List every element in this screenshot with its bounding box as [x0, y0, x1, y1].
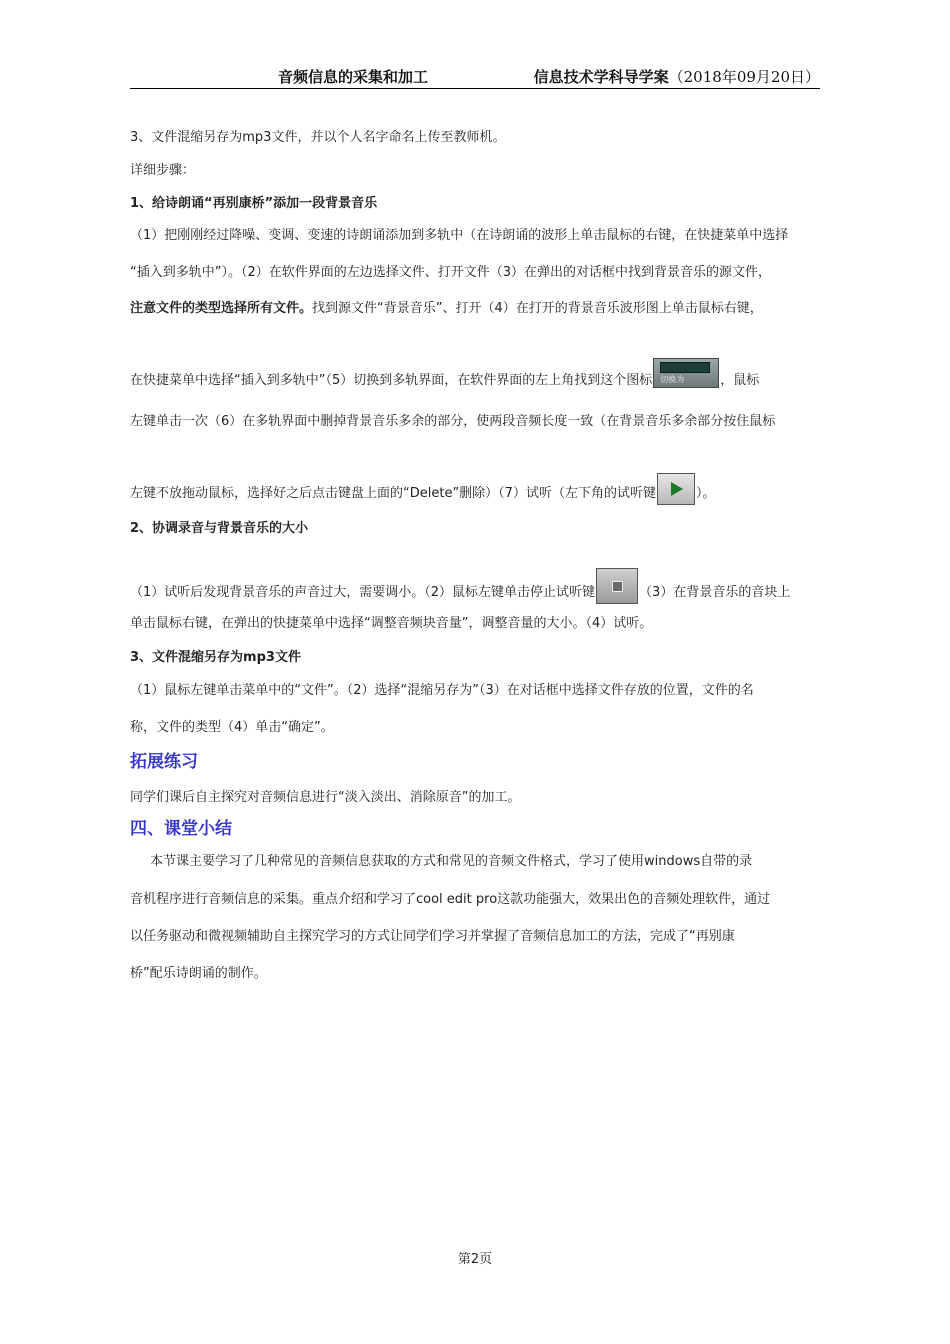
paragraph-line: 详细步骤：: [130, 163, 196, 178]
paragraph-line: 单击鼠标右键，在弹出的快捷菜单中选择“调整音频块音量”，调整音量的大小。（4）试听。: [130, 616, 653, 631]
multitrack-switch-icon: [653, 358, 719, 388]
text-run: 找到源文件“背景音乐”、打开（4）在打开的背景音乐波形图上单击鼠标右键，: [312, 301, 763, 316]
section-title-summary: 四、课堂小结: [130, 819, 232, 839]
header-subject-name: 信息技术学科导学案: [533, 68, 669, 86]
text-run: 在快捷菜单中选择“插入到多轨中”（5）切换到多轨界面，在软件界面的左上角找到这个图标: [130, 373, 653, 388]
step-heading: 3、文件混缩另存为mp3文件: [130, 650, 301, 665]
step-heading: 2、协调录音与背景音乐的大小: [130, 521, 309, 536]
text-run: （3）在背景音乐的音块上: [639, 585, 791, 600]
emphasis-text: 注意文件的类型选择所有文件。: [130, 301, 313, 316]
paragraph-line: （1）把刚刚经过降噪、变调、变速的诗朗诵添加到多轨中（在诗朗诵的波形上单击鼠标的右键，在快捷菜单中选择: [130, 228, 789, 243]
paragraph-line: [130, 568, 820, 604]
paragraph-line: 桥”配乐诗朗诵的制作。: [130, 966, 267, 981]
page-number: 第2页: [457, 1252, 493, 1267]
paragraph-line: 音机程序进行音频信息的采集。重点介绍和学习了cool edit pro这款功能强大，效果出色的音频处理软件，通过: [130, 892, 771, 907]
icon-display: [660, 362, 710, 373]
paragraph-line: 称，文件的类型（4）单击“确定”。: [130, 720, 334, 735]
header-subject: [534, 66, 820, 87]
text-run: ）。: [695, 486, 716, 501]
paragraph-line: 以任务驱动和微视频辅助自主探究学习的方式让同学们学习并掌握了音频信息加工的方法，完成了“再别康: [130, 929, 735, 944]
text-run: ，鼠标: [720, 373, 760, 388]
paragraph-line: 3、文件混缩另存为mp3文件，并以个人名字命名上传至教师机。: [130, 130, 506, 145]
stop-button-icon: [596, 568, 638, 604]
paragraph-line: 同学们课后自主探究对音频信息进行“淡入淡出、消除原音”的加工。: [130, 790, 521, 805]
paragraph-line: [130, 358, 820, 388]
paragraph-line: [130, 297, 820, 316]
paragraph-line: （1）鼠标左键单击菜单中的“文件”。（2）选择“混缩另存为”（3）在对话框中选择文件存放的位置，文件的名: [130, 683, 754, 698]
paragraph-line: 左键单击一次（6）在多轨界面中删掉背景音乐多余的部分，使两段音频长度一致（在背景音乐多余部分按住鼠标: [130, 414, 776, 429]
paragraph-line: 本节课主要学习了几种常见的音频信息获取的方式和常见的音频文件格式，学习了使用windows自带的录: [150, 854, 753, 869]
page-header: [130, 64, 820, 89]
text-run: 左键不放拖动鼠标，选择好之后点击键盘上面的“Delete”删除）（7）试听（左下角的试听键: [130, 486, 656, 501]
text-run: （1）试听后发现背景音乐的声音过大，需要调小。（2）鼠标左键单击停止试听键: [130, 585, 596, 600]
paragraph-line: “插入到多轨中”）。（2）在软件界面的左边选择文件、打开文件（3）在弹出的对话框中找到背景音乐的源文件，: [130, 265, 772, 280]
section-title-extension: 拓展练习: [130, 752, 198, 772]
header-title: 音频信息的采集和加工: [278, 68, 429, 86]
paragraph-line: [130, 473, 820, 505]
play-button-icon: [657, 473, 695, 505]
step-heading: 1、给诗朗诵“再别康桥”添加一段背景音乐: [130, 196, 378, 211]
icon-label: 切换为: [660, 375, 685, 384]
header-date: （2018年09月20日）: [668, 68, 820, 86]
